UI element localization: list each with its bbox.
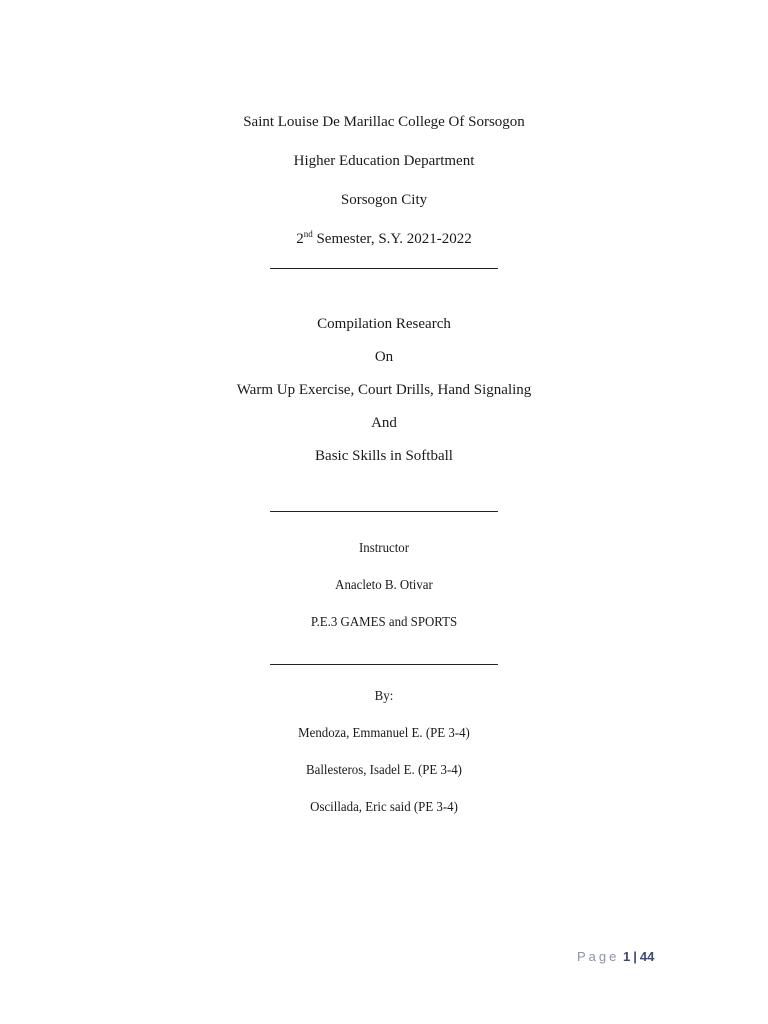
divider-line	[270, 268, 498, 269]
institution-name: Saint Louise De Marillac College Of Sorsogon	[243, 114, 525, 130]
divider-line	[270, 664, 498, 665]
page-separator: |	[633, 949, 637, 964]
semester-year: Semester, S.Y. 2021-2022	[312, 231, 472, 247]
title-line-3: Warm Up Exercise, Court Drills, Hand Signaling	[236, 382, 532, 398]
semester-line	[0, 229, 768, 249]
divider-line	[270, 511, 498, 512]
instructor-label: Instructor	[358, 541, 410, 556]
instructor-name: Anacleto B. Otivar	[335, 578, 433, 593]
course-name: P.E.3 GAMES and SPORTS	[310, 615, 458, 630]
page-footer	[577, 948, 654, 966]
title-line-1: Compilation Research	[317, 316, 451, 332]
page-total: 44	[639, 949, 655, 964]
page-word: Page	[577, 949, 620, 964]
authors-label: By:	[374, 689, 394, 704]
page-number: 1	[623, 949, 631, 964]
department-name: Higher Education Department	[293, 153, 475, 169]
title-line-4: And	[371, 415, 397, 431]
author-name: Oscillada, Eric said (PE 3-4)	[310, 800, 458, 815]
city-name: Sorsogon City	[340, 192, 428, 208]
author-name: Mendoza, Emmanuel E. (PE 3-4)	[298, 726, 470, 741]
author-name: Ballesteros, Isadel E. (PE 3-4)	[306, 763, 462, 778]
semester-number: 2	[296, 231, 304, 247]
title-line-5: Basic Skills in Softball	[315, 448, 453, 464]
semester-ordinal-suffix: nd	[303, 229, 313, 239]
title-line-2: On	[374, 349, 394, 365]
